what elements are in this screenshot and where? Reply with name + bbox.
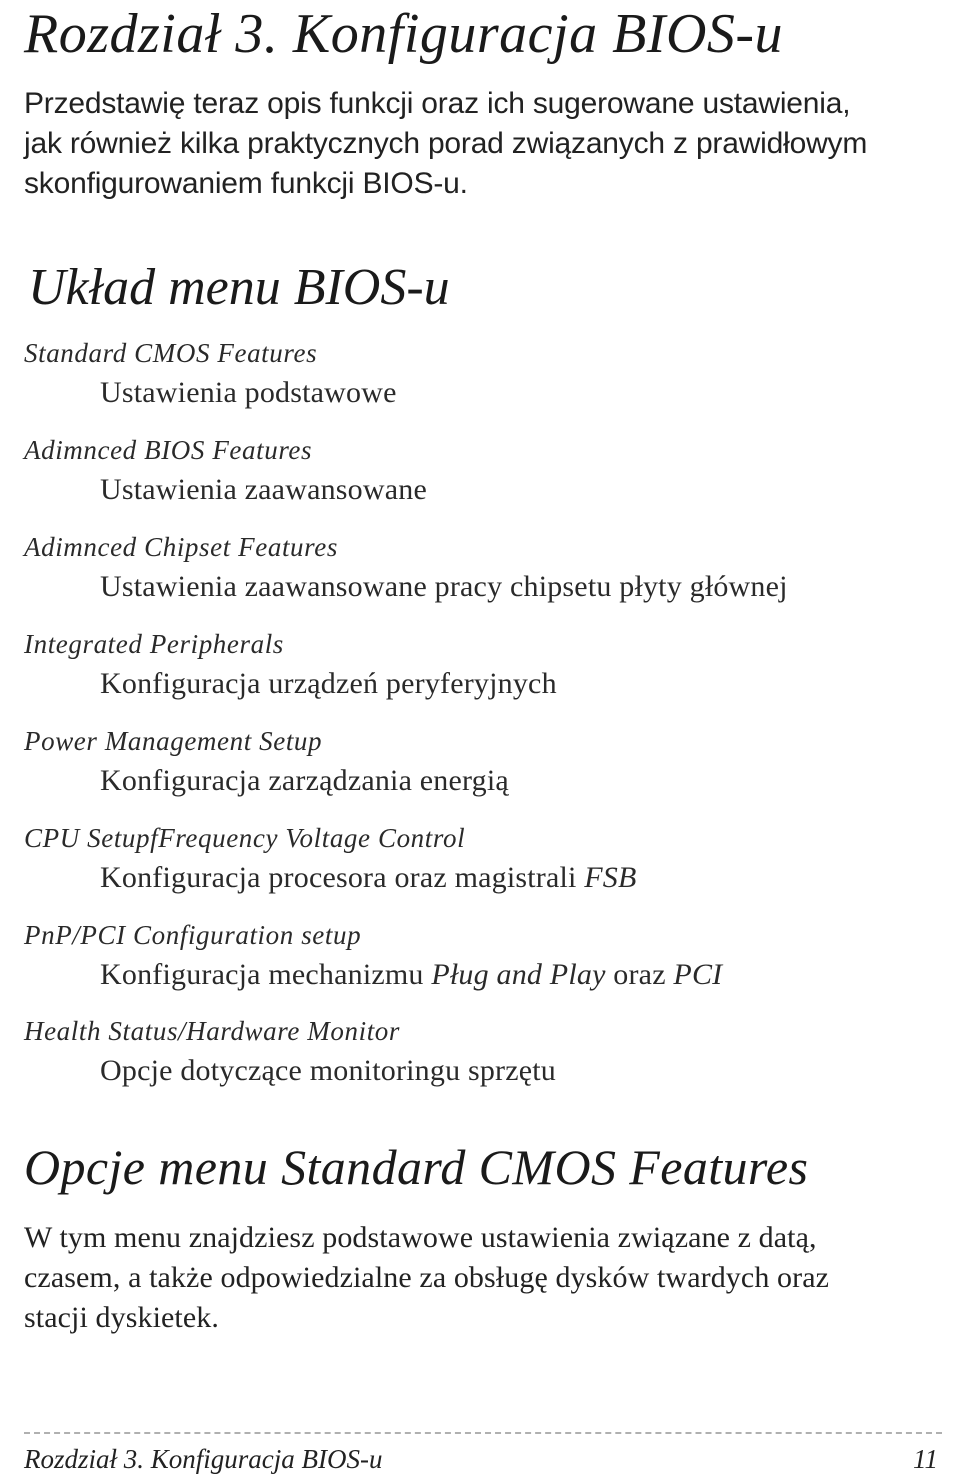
menu-item-desc-text: oraz [613,958,666,991]
menu-item-desc: Ustawienia zaawansowane pracy chipsetu płyty głównej [100,570,788,603]
menu-item-label: Adimnced BIOS Features [24,435,313,465]
menu-item-desc-emphasis: FSB [584,861,637,894]
menu-item-desc: Ustawienia zaawansowane [100,473,427,506]
menu-item-desc-text: Konfiguracja procesora oraz magistrali [100,861,577,894]
menu-item-desc-emphasis: PCI [673,958,723,991]
standard-section-paragraph [24,1218,954,1338]
menu-item-desc: Konfiguracja urządzeń peryferyjnych [100,667,557,700]
paragraph-line: W tym menu znajdziesz podstawowe ustawienia związane z datą, [24,1221,817,1254]
menu-item-desc: Opcje dotyczące monitoringu sprzętu [100,1054,557,1087]
menu-item-desc [100,861,637,895]
standard-section-title: Opcje menu Standard CMOS Features [24,1139,809,1195]
menu-item-desc [100,958,722,992]
menu-section-title: Układ menu BIOS-u [28,259,450,316]
menu-item-desc-text: Konfiguracja mechanizmu [100,958,424,991]
intro-line: jak również kilka praktycznych porad związanych z prawidłowym [24,127,868,160]
intro-line: skonfigurowaniem funkcji BIOS-u. [24,167,468,200]
page-number: 11 [913,1444,938,1474]
menu-item-label: Adimnced Chipset Features [24,532,338,562]
paragraph-line: stacji dyskietek. [24,1301,219,1334]
footer-chapter: Rozdział 3. Konfiguracja BIOS-u [24,1444,383,1474]
menu-item-label: CPU SetupfFrequency Voltage Control [24,823,466,853]
intro-paragraph [24,84,954,204]
menu-item-label: PnP/PCI Configuration setup [24,920,362,950]
menu-item-desc: Ustawienia podstawowe [100,376,397,409]
chapter-title: Rozdział 3. Konfiguracja BIOS-u [24,3,784,65]
menu-item-label: Health Status/Hardware Monitor [24,1016,401,1046]
menu-item-label: Standard CMOS Features [24,338,318,368]
menu-item-desc: Konfiguracja zarządzania energią [100,764,509,797]
paragraph-line: czasem, a także odpowiedzialne za obsługę dysków twardych oraz [24,1261,830,1294]
intro-line: Przedstawię teraz opis funkcji oraz ich sugerowane ustawienia, [24,87,851,120]
menu-item-label: Integrated Peripherals [24,629,284,659]
menu-item-label: Power Management Setup [24,726,323,756]
footer-divider [24,1432,942,1434]
menu-item-desc-emphasis: Pług and Play [431,958,606,991]
